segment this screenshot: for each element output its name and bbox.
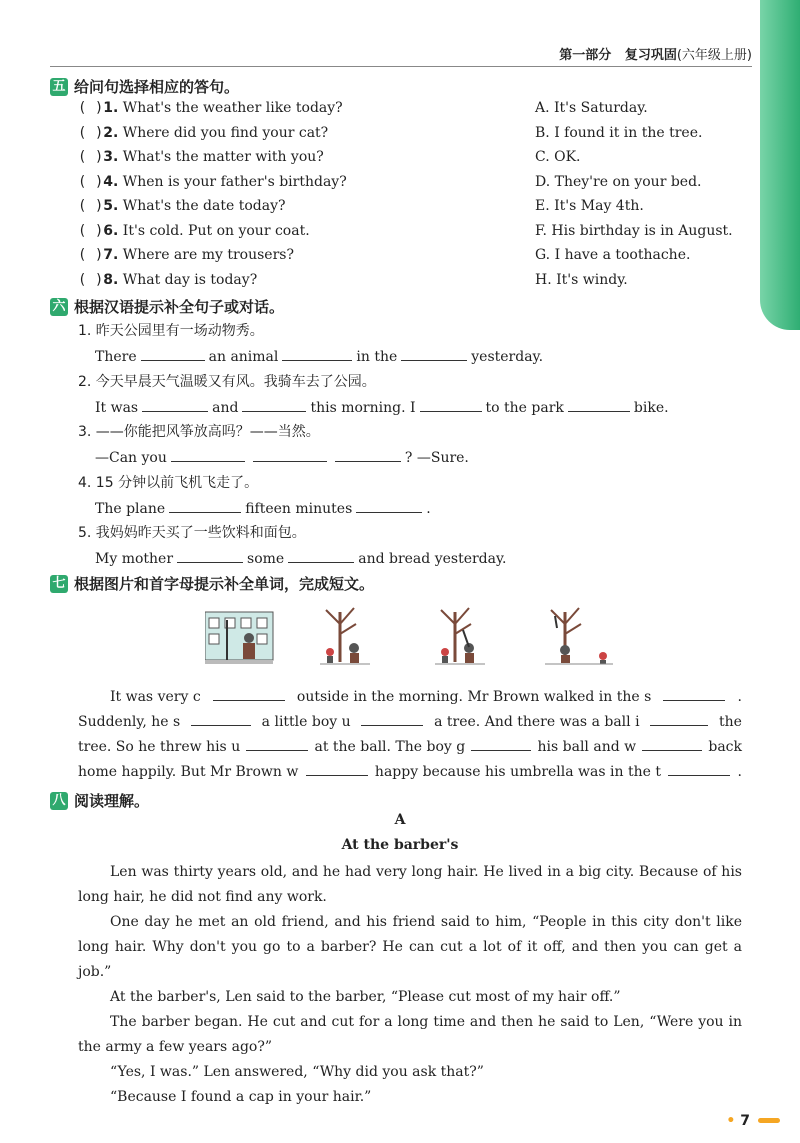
section-7-heading (50, 573, 374, 594)
passage-fragment: . (737, 689, 742, 705)
question-text: Where did you find your cat? (118, 124, 329, 141)
reading-paragraph: The barber began. He cut and cut for a long time and then he said to Len, “Were you in the army a few years ago?” (78, 1014, 742, 1055)
reading-paragraph: Len was thirty years old, and he had very long hair. He lived in a big city. Because of his long hair, he did not find any work. (78, 864, 742, 905)
sentence-fragment: to the park (485, 400, 564, 416)
reading-paragraph: At the barber's, Len said to the barber, “Please cut most of my hair off.” (110, 989, 621, 1005)
passage-fragment: at the ball. The boy g (314, 739, 466, 755)
sentence-fragment: My mother (95, 551, 174, 567)
answer-option: B. I found it in the tree. (535, 124, 703, 141)
sentence-fragment: and bread yesterday. (358, 551, 507, 567)
answer-blank[interactable] (663, 686, 725, 701)
question-text: What day is today? (118, 271, 258, 288)
english-sentence (95, 346, 543, 365)
passage-fragment: It was very c (110, 689, 201, 705)
answer-paren[interactable]: ( ) (78, 198, 104, 214)
answer-blank[interactable] (356, 498, 422, 513)
section-number: 六 (50, 298, 68, 316)
answer-blank[interactable] (246, 736, 308, 751)
story-pictures (205, 602, 615, 674)
section-number: 五 (50, 78, 68, 96)
chinese-prompt: 4. 15 分钟以前飞机飞走了。 (78, 475, 259, 491)
question-text: What's the date today? (118, 198, 286, 214)
sentence-fragment: ? —Sure. (404, 450, 469, 466)
question-text: When is your father's birthday? (118, 173, 347, 190)
answer-blank[interactable] (253, 447, 327, 462)
answer-blank[interactable] (420, 397, 482, 412)
answer-blank[interactable] (191, 711, 251, 726)
english-sentence (95, 447, 469, 466)
picture-3 (435, 608, 485, 664)
picture-1 (205, 612, 273, 664)
sentence-fragment: fifteen minutes (245, 501, 353, 517)
reading-paragraph: “Because I found a cap in your hair.” (110, 1089, 372, 1105)
passage-fragment: outside in the morning. Mr Brown walked in the s (296, 689, 652, 705)
passage-line (78, 761, 742, 780)
answer-option: F. His birthday is in August. (535, 222, 733, 239)
question-number: 8. (103, 271, 119, 288)
passage-line (78, 736, 742, 755)
answer-blank[interactable] (141, 346, 205, 361)
answer-blank[interactable] (242, 397, 306, 412)
answer-blank[interactable] (306, 761, 368, 776)
page-header (559, 44, 752, 63)
question-text: It's cold. Put on your coat. (118, 222, 310, 239)
section-title: 根据汉语提示补全句子或对话。 (74, 298, 285, 316)
answer-blank[interactable] (177, 548, 243, 563)
answer-paren[interactable]: ( ) (78, 100, 104, 116)
answer-blank[interactable] (471, 736, 531, 751)
section-number: 八 (50, 792, 68, 810)
sentence-fragment: It was (95, 400, 139, 416)
sentence-fragment: some (247, 551, 285, 567)
sentence-fragment: an animal (208, 349, 279, 365)
chinese-prompt: 1. 昨天公园里有一场动物秀。 (78, 323, 264, 339)
passage-fragment: a tree. And there was a ball i (434, 714, 640, 730)
passage-label: A (394, 812, 406, 828)
question-item (78, 247, 294, 263)
section-title: 给问句选择相应的答句。 (74, 78, 240, 96)
answer-option: H. It's windy. (535, 271, 628, 288)
sentence-fragment: yesterday. (471, 349, 544, 365)
chinese-prompt: 2. 今天早晨天气温暖又有风。我骑车去了公园。 (78, 374, 376, 390)
answer-paren[interactable]: ( ) (78, 149, 104, 165)
header-part: 第一部分 (559, 48, 612, 63)
answer-blank[interactable] (401, 346, 467, 361)
question-number: 7. (103, 247, 119, 263)
question-item (78, 100, 343, 116)
question-number: 2. (103, 124, 119, 141)
chinese-prompt: 5. 我妈妈昨天买了一些饮料和面包。 (78, 525, 306, 541)
side-tab (760, 0, 800, 330)
answer-blank[interactable] (361, 711, 423, 726)
sentence-fragment: this morning. I (310, 400, 416, 416)
english-sentence (95, 498, 431, 517)
question-number: 4. (103, 173, 119, 190)
header-title: 复习巩固 (624, 48, 677, 63)
sentence-fragment: . (426, 501, 431, 517)
question-text: Where are my trousers? (118, 247, 294, 263)
answer-blank[interactable] (642, 736, 702, 751)
answer-blank[interactable] (142, 397, 208, 412)
sentence-fragment: bike. (633, 400, 669, 416)
header-rule (50, 66, 752, 67)
section-6-heading (50, 296, 284, 317)
answer-paren[interactable]: ( ) (78, 247, 104, 263)
section-5-heading (50, 76, 239, 97)
question-item (78, 174, 347, 190)
answer-option: A. It's Saturday. (535, 100, 648, 116)
answer-paren[interactable]: ( ) (78, 271, 104, 288)
question-item (78, 149, 324, 165)
page-number: • 7 (726, 1113, 750, 1129)
sentence-fragment: in the (356, 349, 398, 365)
passage-fragment: tree. So he threw his u (78, 739, 241, 755)
answer-blank[interactable] (282, 346, 352, 361)
answer-option: E. It's May 4th. (535, 198, 644, 214)
answer-blank[interactable] (650, 711, 708, 726)
section-title: 根据图片和首字母提示补全单词，完成短文。 (74, 575, 375, 593)
question-text: What's the weather like today? (118, 100, 343, 116)
passage-fragment: . (737, 764, 742, 780)
picture-4 (545, 608, 613, 664)
passage-fragment: the (719, 714, 742, 730)
reading-paragraph: One day he met an old friend, and his friend said to him, “People in this city don't like long hair. Why don't you go to a barber? He can cut a lot of it off, and then you can get a job.” (78, 914, 742, 980)
question-item (78, 198, 286, 214)
passage-fragment: happy because his umbrella was in the t (374, 764, 661, 780)
answer-option: D. They're on your bed. (535, 173, 702, 190)
chinese-prompt: 3. ——你能把风筝放高吗？——当然。 (78, 424, 320, 440)
question-number: 6. (103, 222, 119, 239)
answer-blank[interactable] (568, 397, 630, 412)
answer-blank[interactable] (668, 761, 730, 776)
reading-paragraph: “Yes, I was.” Len answered, “Why did you ask that?” (110, 1064, 484, 1080)
answer-blank[interactable] (288, 548, 354, 563)
passage-line (110, 686, 742, 705)
question-number: 3. (103, 149, 119, 165)
picture-2 (320, 608, 370, 664)
question-item (78, 272, 257, 288)
story-title: At the barber's (341, 837, 459, 853)
english-sentence (95, 397, 669, 416)
question-number: 5. (103, 198, 119, 214)
section-title: 阅读理解。 (74, 792, 150, 810)
answer-blank[interactable] (213, 686, 285, 701)
answer-paren[interactable]: ( ) (78, 173, 104, 190)
answer-blank[interactable] (169, 498, 241, 513)
sentence-fragment: —Can you (95, 450, 167, 466)
answer-option: C. OK. (535, 149, 581, 165)
answer-blank[interactable] (171, 447, 245, 462)
question-item (78, 125, 328, 141)
section-number: 七 (50, 575, 68, 593)
question-number: 1. (103, 100, 119, 116)
answer-paren[interactable]: ( ) (78, 124, 104, 141)
sentence-fragment: There (95, 349, 137, 365)
section-8-heading (50, 790, 149, 811)
page-bar (758, 1118, 780, 1123)
passage-line (78, 711, 742, 730)
header-sub: (六年级上册) (676, 48, 752, 63)
question-item (78, 223, 310, 239)
sentence-fragment: The plane (95, 501, 166, 517)
answer-paren[interactable]: ( ) (78, 222, 104, 239)
passage-fragment: his ball and w (537, 739, 637, 755)
question-text: What's the matter with you? (118, 149, 324, 165)
passage-fragment: back (708, 739, 742, 755)
answer-option: G. I have a toothache. (535, 247, 691, 263)
english-sentence (95, 548, 506, 567)
sentence-fragment: and (212, 400, 239, 416)
passage-fragment: Suddenly, he s (78, 714, 181, 730)
answer-blank[interactable] (335, 447, 401, 462)
passage-fragment: home happily. But Mr Brown w (78, 764, 299, 780)
passage-fragment: a little boy u (261, 714, 351, 730)
